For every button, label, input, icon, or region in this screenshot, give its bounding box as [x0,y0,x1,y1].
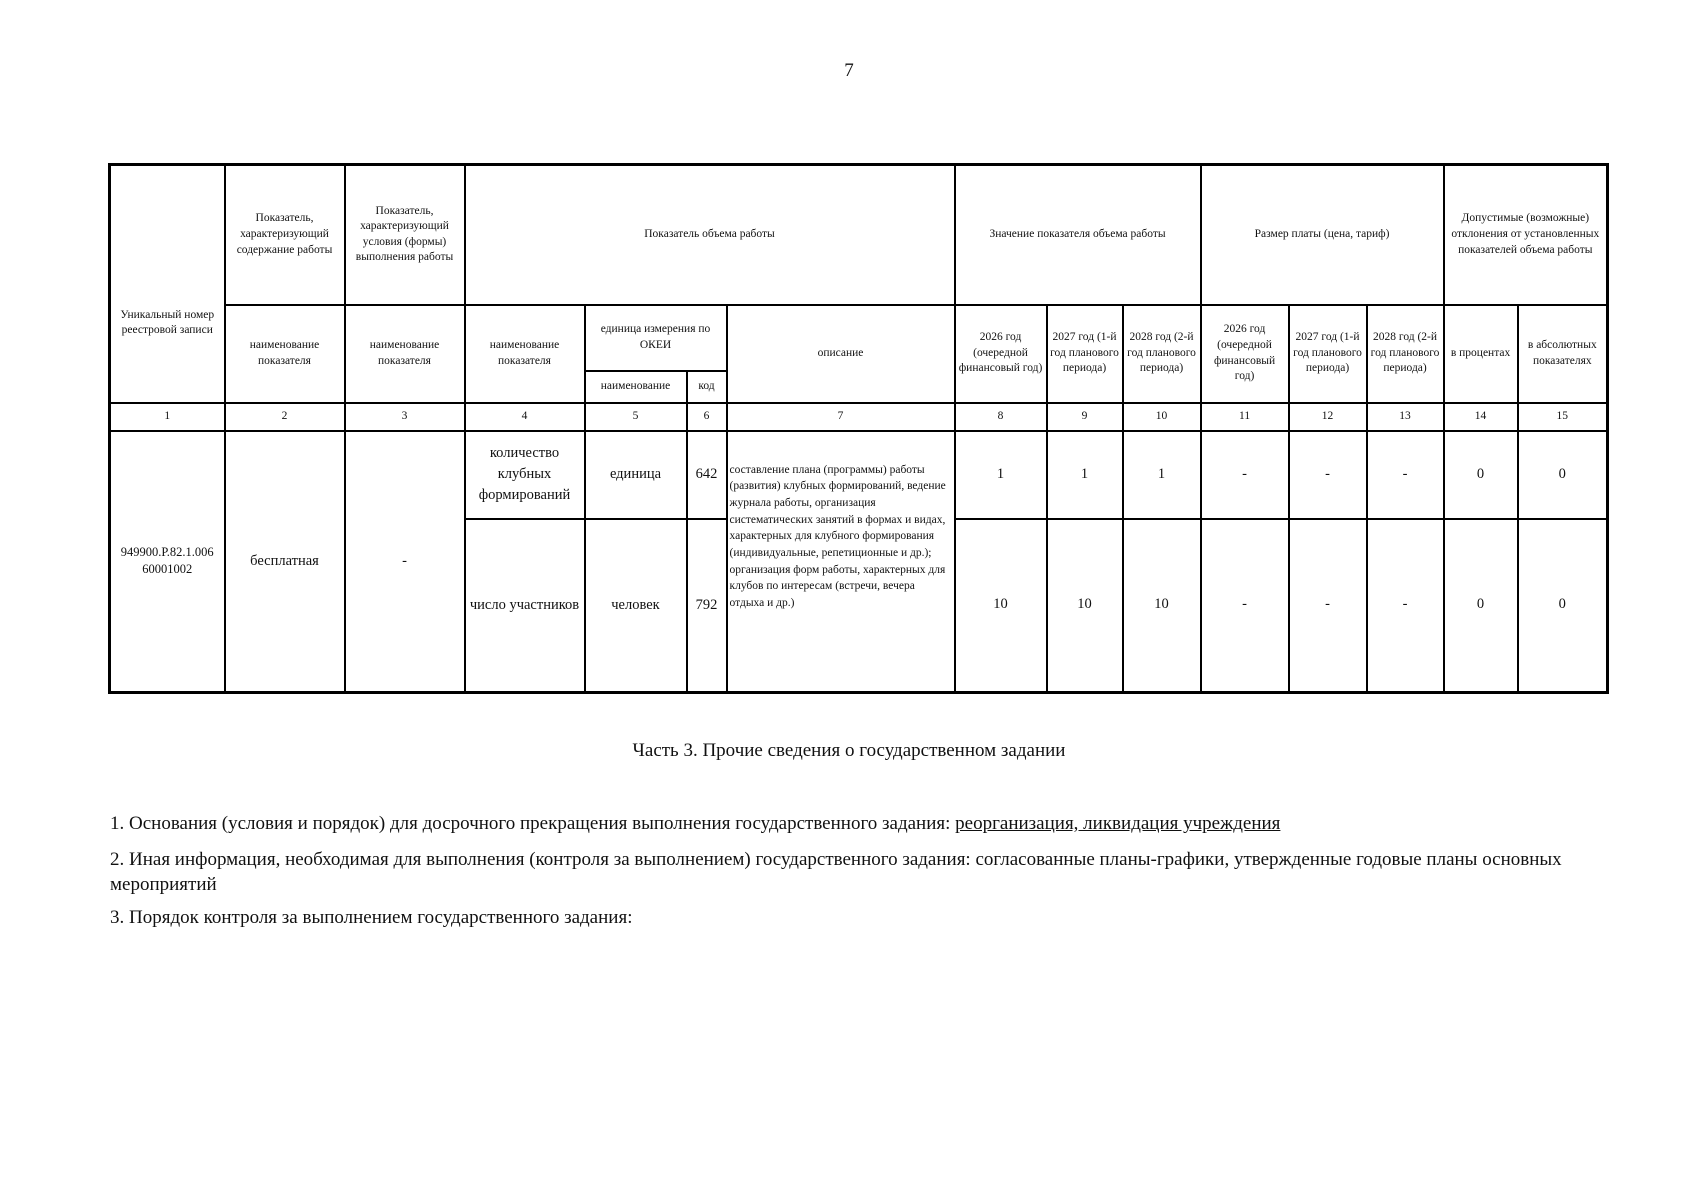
header-indicator-name-2: наименование показателя [225,305,345,403]
column-number: 10 [1123,403,1201,431]
header-value-2026: 2026 год (очередной финансовый год) [955,305,1047,403]
work-description: составление плана (программы) работы (развития) клубных формирований, ведение журнала работы, организация систематических занятий в формах и видах, характерных для клубного формирования (индивидуальные, репетиционные и др.); организация форм работы, характерных для клубов по интересам (встречи, вечера отдыха и др.) [727,431,955,693]
header-description: описание [727,305,955,403]
column-number: 13 [1367,403,1444,431]
column-number: 5 [585,403,687,431]
column-number: 2 [225,403,345,431]
registry-number: 949900.Р.82.1.006 60001002 [110,431,225,693]
header-volume-value: Значение показателя объема работы [955,165,1201,305]
fee-2027: - [1289,431,1367,519]
column-number: 14 [1444,403,1518,431]
unit-code: 792 [687,519,727,693]
page-number: 7 [844,60,854,81]
column-number: 7 [727,403,955,431]
fee-2028: - [1367,519,1444,693]
value-2028: 1 [1123,431,1201,519]
table-row [110,431,1608,519]
fee-2026: - [1201,431,1289,519]
header-in-absolute: в абсолютных показателях [1518,305,1608,403]
part3-item-1 [110,812,1280,837]
header-content-indicator: Показатель, характеризующий содержание работы [225,165,345,305]
column-number: 3 [345,403,465,431]
deviation-percent: 0 [1444,431,1518,519]
value-2026: 1 [955,431,1047,519]
part3-item-2: 2. Иная информация, необходимая для выполнения (контроля за выполнением) государственного задания: согласованные планы-графики, утвержденные годовые планы основных мероприятий [110,849,1562,895]
column-number: 1 [110,403,225,431]
column-number: 12 [1289,403,1367,431]
header-in-percent: в процентах [1444,305,1518,403]
indicator-name: количество клубных формирований [465,431,585,519]
column-number: 15 [1518,403,1608,431]
header-fee-2028: 2028 год (2-й год планового периода) [1367,305,1444,403]
column-number: 9 [1047,403,1123,431]
header-value-2027: 2027 год (1-й год планового периода) [1047,305,1123,403]
work-volume-table [108,163,1609,694]
header-okei-unit: единица измерения по ОКЕИ [585,305,727,371]
header-unique-number: Уникальный номер реестровой записи [110,165,225,403]
header-fee-2026: 2026 год (очередной финансовый год) [1201,305,1289,403]
column-number: 4 [465,403,585,431]
deviation-absolute: 0 [1518,519,1608,693]
value-2026: 10 [955,519,1047,693]
header-value-2028: 2028 год (2-й год планового периода) [1123,305,1201,403]
header-okei-name: наименование [585,371,687,403]
value-2027: 1 [1047,431,1123,519]
part3-item-3: 3. Порядок контроля за выполнением государственного задания: [110,907,633,928]
value-2027: 10 [1047,519,1123,693]
value-2028: 10 [1123,519,1201,693]
header-fee-size: Размер платы (цена, тариф) [1201,165,1444,305]
item1-label: 1. Основания (условия и порядок) для досрочного прекращения выполнения государственного задания: [110,813,956,834]
item1-value: реорганизация, ликвидация учреждения [955,813,1281,834]
unit-name: человек [585,519,687,693]
header-conditions-indicator: Показатель, характеризующий условия (формы) выполнения работы [345,165,465,305]
header-volume-indicator: Показатель объема работы [465,165,955,305]
fee-2028: - [1367,431,1444,519]
content-value: бесплатная [225,431,345,693]
header-okei-code: код [687,371,727,403]
fee-2026: - [1201,519,1289,693]
indicator-name: число участников [465,519,585,693]
column-number: 6 [687,403,727,431]
column-number-row [110,403,1608,431]
header-indicator-name-3: наименование показателя [345,305,465,403]
column-number: 8 [955,403,1047,431]
part3-title: Часть 3. Прочие сведения о государственном задании [632,740,1066,761]
fee-2027: - [1289,519,1367,693]
header-deviations: Допустимые (возможные) отклонения от установленных показателей объема работы [1444,165,1608,305]
unit-name: единица [585,431,687,519]
column-number: 11 [1201,403,1289,431]
header-fee-2027: 2027 год (1-й год планового периода) [1289,305,1367,403]
conditions-value: - [345,431,465,693]
unit-code: 642 [687,431,727,519]
deviation-absolute: 0 [1518,431,1608,519]
header-indicator-name-4: наименование показателя [465,305,585,403]
deviation-percent: 0 [1444,519,1518,693]
